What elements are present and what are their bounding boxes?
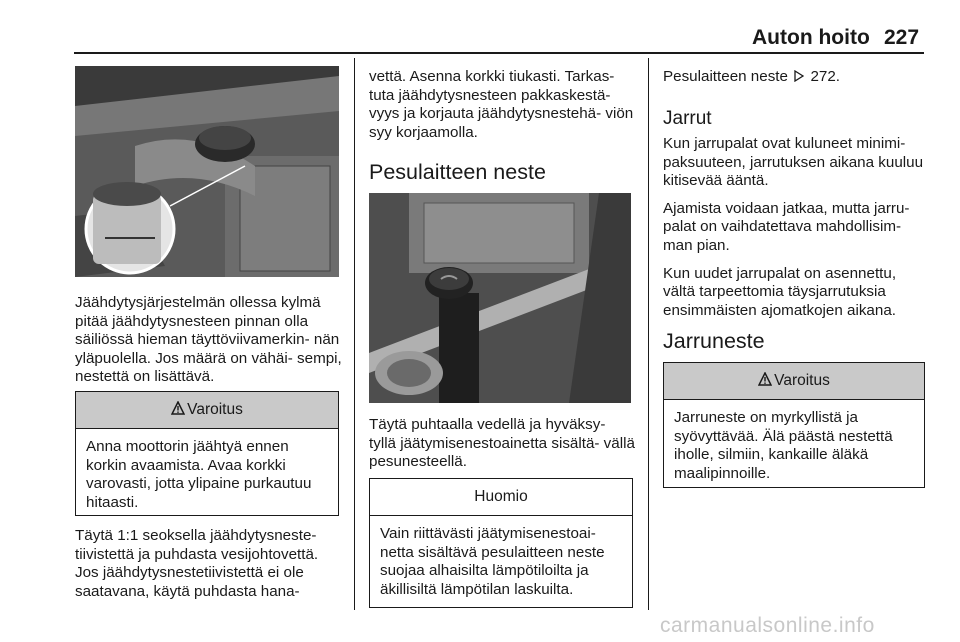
brakes-heading: Jarrut [663,108,712,129]
washer-note-box [369,478,633,608]
warning-header-2 [664,363,924,400]
column-divider-1 [354,58,355,610]
coolant-level-paragraph: Jäähdytysjärjestelmän ollessa kylmä pitää jäähdytysnesteen pinnan olla säiliössä hieman täyttöviivamerkin- nän yläpuolella. Jos määrä on vähäi- sempi, nestettä on lisättävä. [75,294,342,386]
page-number: 227 [884,26,920,49]
continuation-paragraph: vettä. Asenna korkki tiukasti. Tarkas- tuta jäähdytysnesteen pakkaskestä- vyys ja korjauta jäähdytysnestehä- viön syy korjaamolla. [369,68,634,141]
brake-fluid-warning-box [663,362,925,488]
section-title: Auton hoito [752,26,870,49]
washer-fluid-heading: Pesulaitteen neste [369,160,546,184]
warning-header [76,392,338,429]
xref-label: Pesulaitteen neste [663,68,788,85]
warning-title: Varoitus [187,401,243,418]
note-title: Huomio [474,488,528,505]
column-divider-2 [648,58,649,610]
brake-fluid-heading: Jarruneste [663,329,765,353]
washer-fluid-paragraph: Täytä puhtaalla vedellä ja hyväksy- tyllä jäätymisenestoainetta sisältä- vällä pesunesteellä. [369,416,635,471]
xref-page: 272. [810,68,840,85]
warning-triangle-icon [758,372,772,391]
warning-text: Anna moottorin jäähtyä ennen korkin avaamista. Avaa korkki varovasti, jotta ylipaine purkautuu hitaasti. [86,438,312,511]
column-3-xref [663,68,925,88]
brakes-paragraph-3: Kun uudet jarrupalat on asennettu, vältä tarpeettomia täysjarrutuksia ensimmäisten ajomatkojen aikana. [663,264,897,319]
brakes-text [663,135,927,320]
column-2-text [369,68,635,142]
cross-reference-triangle-icon [794,69,804,88]
washer-fluid-text [369,416,635,472]
coolant-mix-paragraph: Täytä 1:1 seoksella jäähdytysneste- tiivistettä ja puhdasta vesijohtovettä. Jos jäähdytysnestetiivistettä ei ole saatavana, käytä puhdasta hana- [75,527,319,600]
column-1-text [75,294,343,387]
note-text: Vain riittävästi jäätymisenestoai- netta sisältävä pesulaitteen neste suojaa alhaisilta lämpötiloilta ja äkillisiltä lämpötilan laskuilta. [380,525,605,598]
column-1-text-after [75,527,343,601]
washer-reservoir-photo [369,193,631,403]
warning-text-2: Jarruneste on myrkyllistä ja syövyttävää. Älä päästä nestettä iholle, silmiin, kankaille äläkä maalipinnoille. [674,409,893,482]
brakes-paragraph-2: Ajamista voidaan jatkaa, mutta jarru- palat on vaihdatettava mahdollisim- man pian. [663,199,910,254]
note-header [370,479,632,516]
brakes-paragraph-1: Kun jarrupalat ovat kuluneet minimi- paksuuteen, jarrutuksen aikana kuuluu kitisevää ääntä. [663,135,924,190]
warning-triangle-icon [171,401,185,420]
coolant-warning-box [75,391,339,516]
warning-title-2: Varoitus [774,372,830,389]
watermark: carmanualsonline.info [660,614,875,637]
header-rule [74,52,924,54]
coolant-reservoir-photo [75,66,339,277]
